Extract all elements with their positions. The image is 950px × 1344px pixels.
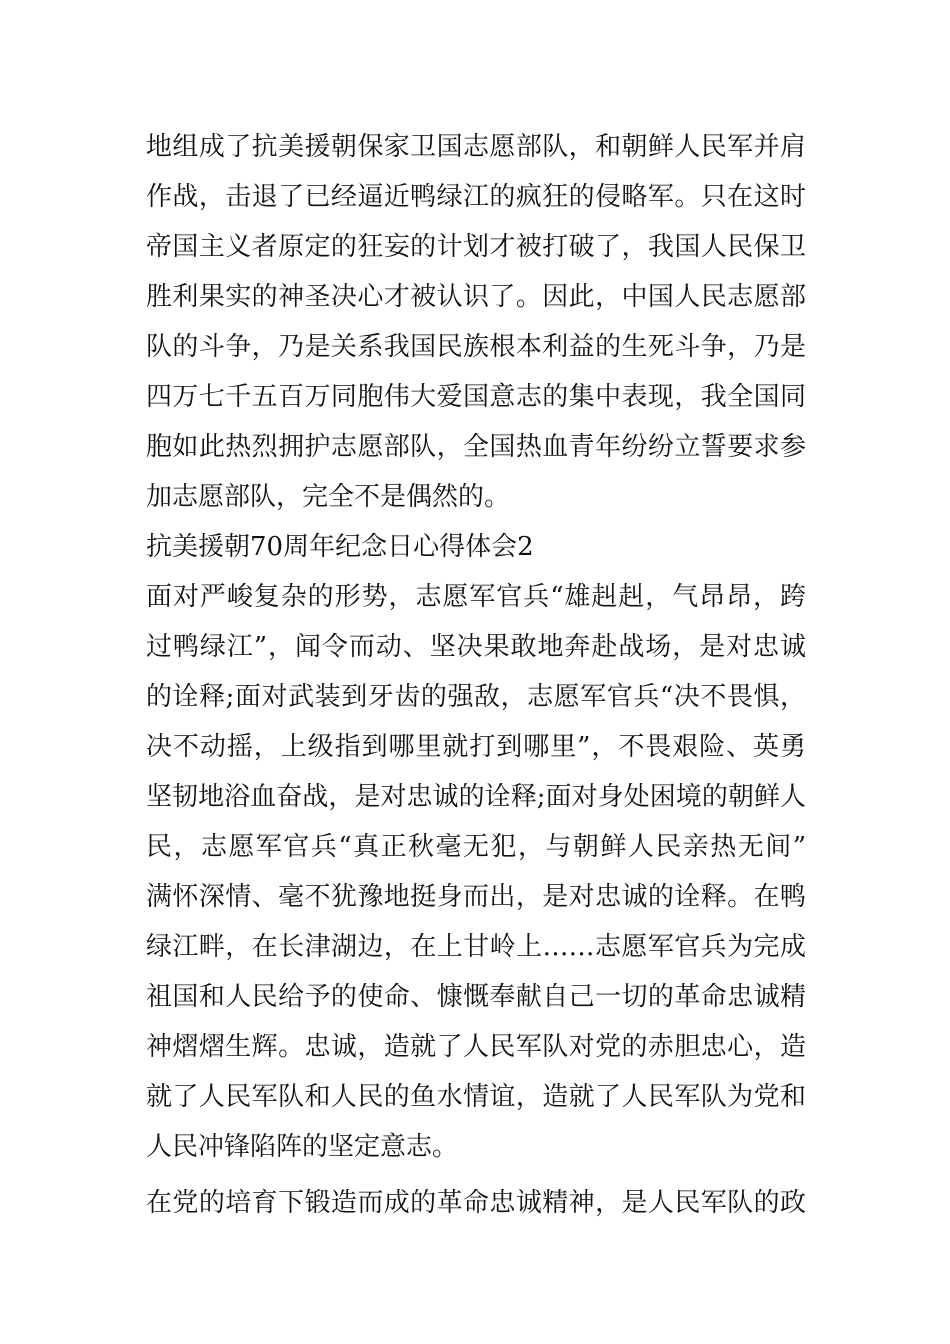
paragraph-line: 人民冲锋陷阵的坚定意志。 [146, 1132, 459, 1162]
paragraph-line: 决不动摇，上级指到哪里就打到哪里”，不畏艰险、英勇 [146, 732, 806, 762]
paragraph-line: 胜利果实的神圣决心才被认识了。因此，中国人民志愿部 [146, 282, 806, 312]
paragraph-line: 就了人民军队和人民的鱼水情谊，造就了人民军队为党和 [146, 1082, 806, 1112]
paragraph-line: 帝国主义者原定的狂妄的计划才被打破了，我国人民保卫 [146, 232, 806, 262]
paragraph-line: 作战，击退了已经逼近鸭绿江的疯狂的侵略军。只在这时 [146, 182, 806, 212]
paragraph-line: 四万七千五百万同胞伟大爱国意志的集中表现，我全国同 [146, 382, 806, 412]
paragraph-line: 地组成了抗美援朝保家卫国志愿部队，和朝鲜人民军并肩 [146, 132, 806, 162]
paragraph-2 [146, 572, 806, 1172]
paragraph-line: 过鸭绿江”，闻令而动、坚决果敢地奔赴战场，是对忠诚 [146, 632, 806, 662]
paragraph-line: 在党的培育下锻造而成的革命忠诚精神，是人民军队的政 [146, 1188, 806, 1218]
paragraph-line: 加志愿部队，完全不是偶然的。 [146, 482, 511, 512]
document-body [146, 122, 806, 1228]
paragraph-line: 胞如此热烈拥护志愿部队，全国热血青年纷纷立誓要求参 [146, 432, 806, 462]
paragraph-line: 绿江畔，在长津湖边，在上甘岭上……志愿军官兵为完成 [146, 932, 806, 962]
paragraph-line: 面对严峻复杂的形势，志愿军官兵“雄赳赳，气昂昂，跨 [146, 582, 806, 612]
paragraph-line: 满怀深情、毫不犹豫地挺身而出，是对忠诚的诠释。在鸭 [146, 882, 806, 912]
paragraph-line: 的诠释;面对武装到牙齿的强敌，志愿军官兵“决不畏惧， [146, 682, 806, 712]
section-heading: 抗美援朝70周年纪念日心得体会2 [146, 532, 534, 562]
paragraph-line: 坚韧地浴血奋战，是对忠诚的诠释;面对身处困境的朝鲜人 [146, 782, 806, 812]
paragraph-line: 民，志愿军官兵“真正秋毫无犯，与朝鲜人民亲热无间” [146, 832, 806, 862]
paragraph-3 [146, 1178, 806, 1228]
paragraph-line: 队的斗争，乃是关系我国民族根本利益的生死斗争，乃是 [146, 332, 806, 362]
paragraph-line: 祖国和人民给予的使命、慷慨奉献自己一切的革命忠诚精 [146, 982, 806, 1012]
paragraph-line: 神熠熠生辉。忠诚，造就了人民军队对党的赤胆忠心，造 [146, 1032, 806, 1062]
paragraph-1 [146, 122, 806, 522]
